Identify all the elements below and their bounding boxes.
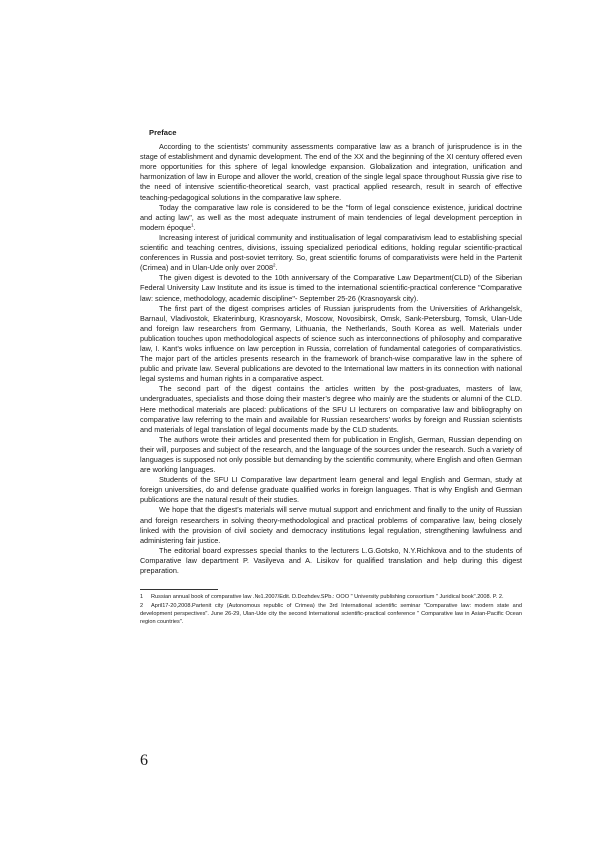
paragraph-8: Students of the SFU LI Comparative law department learn general and legal English and German, study at foreign universities, do and defense graduate qualified works in foreign languages. That is why English and German publications are the natural result of their studies. <box>140 475 522 505</box>
paragraph-2 <box>140 203 522 233</box>
footnote-ref-2[interactable]: 2 <box>273 262 276 268</box>
paragraph-1: According to the scientists’ community assessments comparative law as a branch of jurisprudence is in the stage of establishment and dynamic development. The end of the XX and the beginning of the XI century offered even more opportunities for this sphere of legal knowledge expansion. Globalization and integration, unification and harmonization of law in Europe and allover the world, creation of the single legal space throughout Russia give rise to the need of intensive scientific-theoretical search, vast practical applied research, result in search of effective teaching-pedagogical solutions in the comparative law sphere. <box>140 142 522 202</box>
footnote-ref-1[interactable]: 1 <box>191 222 194 228</box>
paragraph-3 <box>140 233 522 273</box>
footnote-1 <box>140 594 522 602</box>
paragraph-5: The first part of the digest comprises articles of Russian jurisprudents from the Universities of Arkhangelsk, Barnaul, Vladivostok, Ekaterinburg, Krasnoyarsk, Moscow, Novosibirsk, Omsk, Sank-Petersburg, Tomsk, Ulan-Ude and foreign law researchers from Germany, Lithuania, the Netherlands, South Korea as well. Materials under publication touches upon methodological aspects of science such as interconnections of philosophy and comparative law, I. Kant’s woks influence on law perception in Russia, correlation of fundamental categories of comparativistics. The major part of the articles presents research in the framework of branch-wise comparative law in the sphere of public and private law. Several publications are devoted to the International law matters in its connection with national legal systems and human rights in a comparative aspect. <box>140 303 522 384</box>
paragraph-3-text: Increasing interest of juridical community and institualisation of legal comparativism lead to establishing special scientific and teaching centres, divisions, issuing specialized periodical editions, holding regular scientific-practical conferences in Russia and post-soviet territory. So, great scientific forums of comparativists were held in the Partenit (Crimea) and in Ulan-Ude only over 2008 <box>140 232 522 273</box>
paragraph-7: The authors wrote their articles and presented them for publication in English, German, Russian depending on their will, purposes and subject of the research, and the language of the sources under the research. Such a variety of languages is supposed not only possible but demanding by the scientific community, where English and often German are working languages. <box>140 434 522 475</box>
footnote-2-mark: 2 <box>140 602 144 609</box>
paragraph-2-period: . <box>193 222 196 232</box>
preface-body <box>140 128 522 627</box>
paragraph-4: The given digest is devoted to the 10th anniversary of the Comparative Law Department(CLD) of the Siberian Federal University Law Institute and its issue is timed to the international scientific-practical conference "Comparative law: science, methodology, academic discipline"- September 25-26 (Krasnoyarsk city). <box>140 273 522 303</box>
footnote-1-mark: 1 <box>140 594 144 601</box>
footnote-1-text: Russian annual book of comparative law .№1.2007/Edit. D.Dozhdev.SPb.: OOO " University publishing consortium " Juridical book".2008. P. 2. <box>151 594 504 601</box>
paragraph-6: The second part of the digest contains the articles written by the post-graduates, masters of law, undergraduates, specialists and those doing their master’s degree who mainly are the students or alumni of the CLD. Here methodical materials are placed: publications of the SFU LI lecturers on comparative law and bibliography on comparative law referring to the main and available for Russian researchers’ works by foreign and Russian scientists and materials of legal translation of legal documents made by the CLD students. <box>140 384 522 434</box>
paragraph-2-text: Today the comparative law role is considered to be the "form of legal conscience existence, juridical doctrine and acting law", as well as the most adequate instrument of main tendencies of legal development perception in modern époque <box>140 202 522 232</box>
footnote-2-text: April17-20,2008.Partenit city (Autonomous republic of Crimea) the 3rd International scientific seminar "Comparative law: modern state and development perspectives". June 26-29, Ulan-Ude city the second International scientific-practical conference " Comparative law in Asian-Pacific Ocean region countries". <box>140 602 522 625</box>
footnote-2 <box>140 603 522 626</box>
paragraph-9: We hope that the digest’s materials will serve mutual support and enrichment and finally to the unity of Russian and foreign researchers in solving theory-methodological and practical problems of comparative law, being closely linked with the provision of civil society and democracy institutions legal regulation, strengthening lawfulness and administering fair justice. <box>140 505 522 545</box>
paragraph-3-period: . <box>275 263 278 273</box>
page-number: 6 <box>140 752 148 769</box>
paragraph-10: The editorial board expresses special thanks to the lecturers L.G.Gotsko, N.Y.Richkova and to the students of Comparative law department P. Vasilyeva and A. Lisikov for qualified translation and help during this digest preparation. <box>140 545 522 576</box>
preface-heading: Preface <box>149 128 177 137</box>
footnote-separator <box>140 589 218 590</box>
